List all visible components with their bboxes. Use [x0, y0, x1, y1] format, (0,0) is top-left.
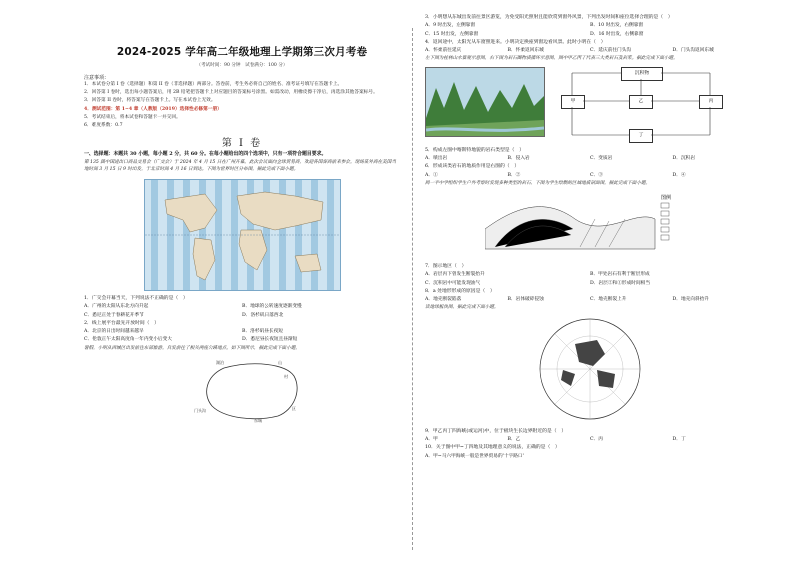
passage-3: 左下图为桂林山水景观示意图，右下图为岩石圈物质循环示意图，图中甲乙丙丁代表三大类岩石及岩浆。据此完成下面小题。: [425, 56, 678, 62]
option[interactable]: A．9 时出发，左侧靠窗: [425, 23, 476, 29]
question-7-options: [425, 271, 755, 287]
legend-title: 图例: [661, 195, 672, 202]
part-one-heading: 第 I 卷: [221, 138, 263, 150]
question-9-options: [425, 436, 755, 444]
exam-title: 2024-2025 学年高二年级地理上学期第三次月考卷: [116, 46, 368, 58]
world-map-figure: [145, 180, 340, 290]
plate-globe-figure: [535, 314, 645, 424]
option[interactable]: B．地球的公转速度逐渐变慢: [242, 304, 302, 310]
question-8-options: [425, 296, 755, 304]
notice-item: 2．回答第 I 卷时，选出每小题答案后，用 2B 铅笔把答题卡上对应题目的答案标号涂黑。如需改动，用橡皮擦干净后，再选涂其他答案标号。: [84, 90, 378, 96]
loop-label: 湖泊: [216, 359, 224, 365]
option[interactable]: C．伦敦正午太阳高度角一年内变小后变大: [84, 337, 172, 343]
loop-label: 区: [292, 405, 296, 411]
rock-box-ding: 丁: [629, 129, 653, 143]
question-5: 5．构成左图中喀斯特地貌的岩石类型是（ ）: [425, 147, 524, 153]
rock-box-jia: 甲: [561, 95, 585, 109]
option[interactable]: B．怀柔返回东城: [507, 48, 544, 54]
route-loop-figure: [194, 358, 314, 426]
question-3: 3．小明想从东城出发前往景区游览，为免受阳光照射且能欣赏到窗外风景，下列出发时间和座位选择合理的是（ ）: [425, 15, 673, 20]
right-column: [425, 14, 755, 552]
section-instruction: 一、选择题：本题共 30 小题，每小题 2 分，共 60 分。在每小题给出的四个选项中，只有一项符合题目要求。: [84, 151, 327, 158]
question-2-options: [84, 328, 400, 344]
option[interactable]: C．悉尼正处于春耕花开季节: [84, 312, 144, 318]
left-column: [84, 30, 400, 552]
option[interactable]: A．怀柔前往延庆: [425, 48, 462, 54]
notice-item: 1．本试卷分第 I 卷（选择题）和第 II 卷（非选择题）两部分。答卷前，考生务必将自己的姓名、准考证号填写在答题卡上。: [84, 82, 343, 87]
option[interactable]: B．侵入岩: [507, 156, 530, 162]
option[interactable]: C．沉积岩中可能发现油气: [425, 280, 481, 286]
question-6-options: [425, 172, 755, 180]
loop-label: 门头沟: [194, 407, 206, 413]
loop-label: 村: [284, 373, 288, 379]
geologic-profile: [485, 189, 685, 259]
option[interactable]: A．甲~马六甲海峡一般是世界贸易的'十字路口': [425, 453, 524, 459]
option[interactable]: D．丁: [672, 437, 686, 443]
option[interactable]: B．②: [507, 172, 521, 178]
passage-2: 暑假，小明从西城区出发前往东部旅游。自发前往了相关两座公路地点。如下图所示，据此完成下面小题。: [84, 345, 300, 351]
option[interactable]: C．③: [590, 172, 603, 178]
karst-landscape-photo: [425, 67, 545, 137]
question-10-options: [425, 453, 755, 461]
question-10: 10．关于图中甲~丁四地及其地理意义的说法，正确的是（ ）: [425, 445, 560, 451]
column-divider: [412, 28, 413, 550]
option[interactable]: B．岩体破碎侵蚀: [507, 297, 544, 303]
option[interactable]: D．16 时出发，右侧靠窗: [590, 31, 644, 37]
option[interactable]: D．地壳向斜抬升: [672, 297, 710, 303]
question-2: 2．线上展平台最先开放时间（ ）: [84, 320, 160, 326]
option[interactable]: C．地壳断裂上升: [590, 297, 627, 303]
rock-cycle-diagram: [551, 67, 741, 147]
figure-row: [425, 67, 755, 147]
notice-heading: 注意事项：: [84, 75, 110, 81]
option[interactable]: C．延庆前往门头沟: [590, 48, 632, 54]
question-9: 9．甲乙丙丁四海峡(或运河)中，位于板块生长边界附近的是（ ）: [425, 428, 567, 434]
option[interactable]: A．北京的日出时间越来越早: [84, 329, 144, 335]
option[interactable]: A．甲: [425, 437, 438, 443]
question-8: 8．a 处地形形成的原因是（ ）: [425, 288, 495, 294]
question-3-options: [425, 22, 755, 38]
question-1: 1．广交会开幕当天，下列说法不正确的是（ ）: [84, 296, 188, 302]
option[interactable]: A．岩层丙下曾发生断裂抬升: [425, 272, 485, 278]
option[interactable]: B．乙: [507, 437, 521, 443]
option[interactable]: C．15 时出发，左侧靠窗: [425, 31, 479, 37]
time-zone-map: [144, 179, 341, 291]
option[interactable]: B．甲处岩石有利于断层形成: [590, 272, 650, 278]
question-5-options: [425, 155, 755, 163]
option[interactable]: C．变质岩: [590, 156, 613, 162]
loop-label: 东城: [254, 417, 262, 423]
notice-item-scope: 4．测试范围：第 1~4 章（人教版（2019）选择性必修第一册）: [84, 106, 222, 112]
question-4: 4．返回途中，太阳光从车窗照进来。小明决定换座到窗边看风景。此时小明在（ ）: [425, 39, 606, 45]
notice-item: 6．难度系数：0.7: [84, 123, 123, 129]
passage-4: 岡一平中学组织学生户外考察时发现多种类型的岩石，下图为学生绘制的区域地质剖面图。据此完成下面小题。: [425, 180, 651, 186]
cycle-arrows: [551, 67, 741, 147]
passage-1: 第 135 届中国进出口商品交易会（广交会）于 2024 年 4 月 15 日在广州开幕。此次会议面向全球贸易商，欢迎各国客商前来参会。现场某外商在美国当地时间 3 月 15 日 9 时出发，于北京时间 4 月 16 日到达。下图为世界时区分布图。据此完成下面小题。: [84, 159, 396, 172]
option[interactable]: A．地壳断裂陷落: [425, 297, 462, 303]
question-4-options: [425, 47, 755, 55]
option[interactable]: D．岩层②和①形成时间相当: [590, 280, 651, 286]
sediment-box: 沉积物: [621, 67, 663, 81]
option[interactable]: D．洛杉矶日落西北: [242, 312, 284, 318]
option[interactable]: D．沉积岩: [672, 156, 696, 162]
question-7: 7．图示地区（ ）: [425, 264, 467, 270]
notice-list: [84, 81, 400, 130]
notice-item: 5．考试结束后，将本试卷和答题卡一并交回。: [84, 114, 181, 120]
option[interactable]: C．丙: [590, 437, 603, 443]
loop-label: 山: [278, 359, 282, 365]
rock-box-yi: 乙: [629, 95, 653, 109]
exam-meta: （考试时间：90 分钟 试卷满分：100 分）: [196, 63, 288, 68]
option[interactable]: A．①: [425, 172, 438, 178]
notice-item: 3．回答第 II 卷时，将答案写在答题卡上。写在本试卷上无效。: [84, 98, 216, 104]
question-1-options: [84, 303, 400, 319]
question-6: 6．形成该类岩石的地质作用是右图的（ ）: [425, 164, 520, 170]
option[interactable]: D．门头沟返回东城: [672, 48, 714, 54]
passage-5: 读地球板块图，据此完成下面小题。: [425, 305, 499, 311]
option[interactable]: A．喷出岩: [425, 156, 448, 162]
option[interactable]: D．④: [672, 172, 686, 178]
option[interactable]: B．洛杉矶昼长夜短: [242, 329, 283, 335]
rock-box-bing: 丙: [699, 95, 723, 109]
option[interactable]: A．广州的太阳从东北方向升起: [84, 304, 149, 310]
option[interactable]: B．10 时出发，右侧靠窗: [590, 23, 644, 29]
option[interactable]: D．悉尼昼长夜短且昼渐短: [242, 337, 298, 343]
route-loop-svg: [194, 358, 314, 426]
